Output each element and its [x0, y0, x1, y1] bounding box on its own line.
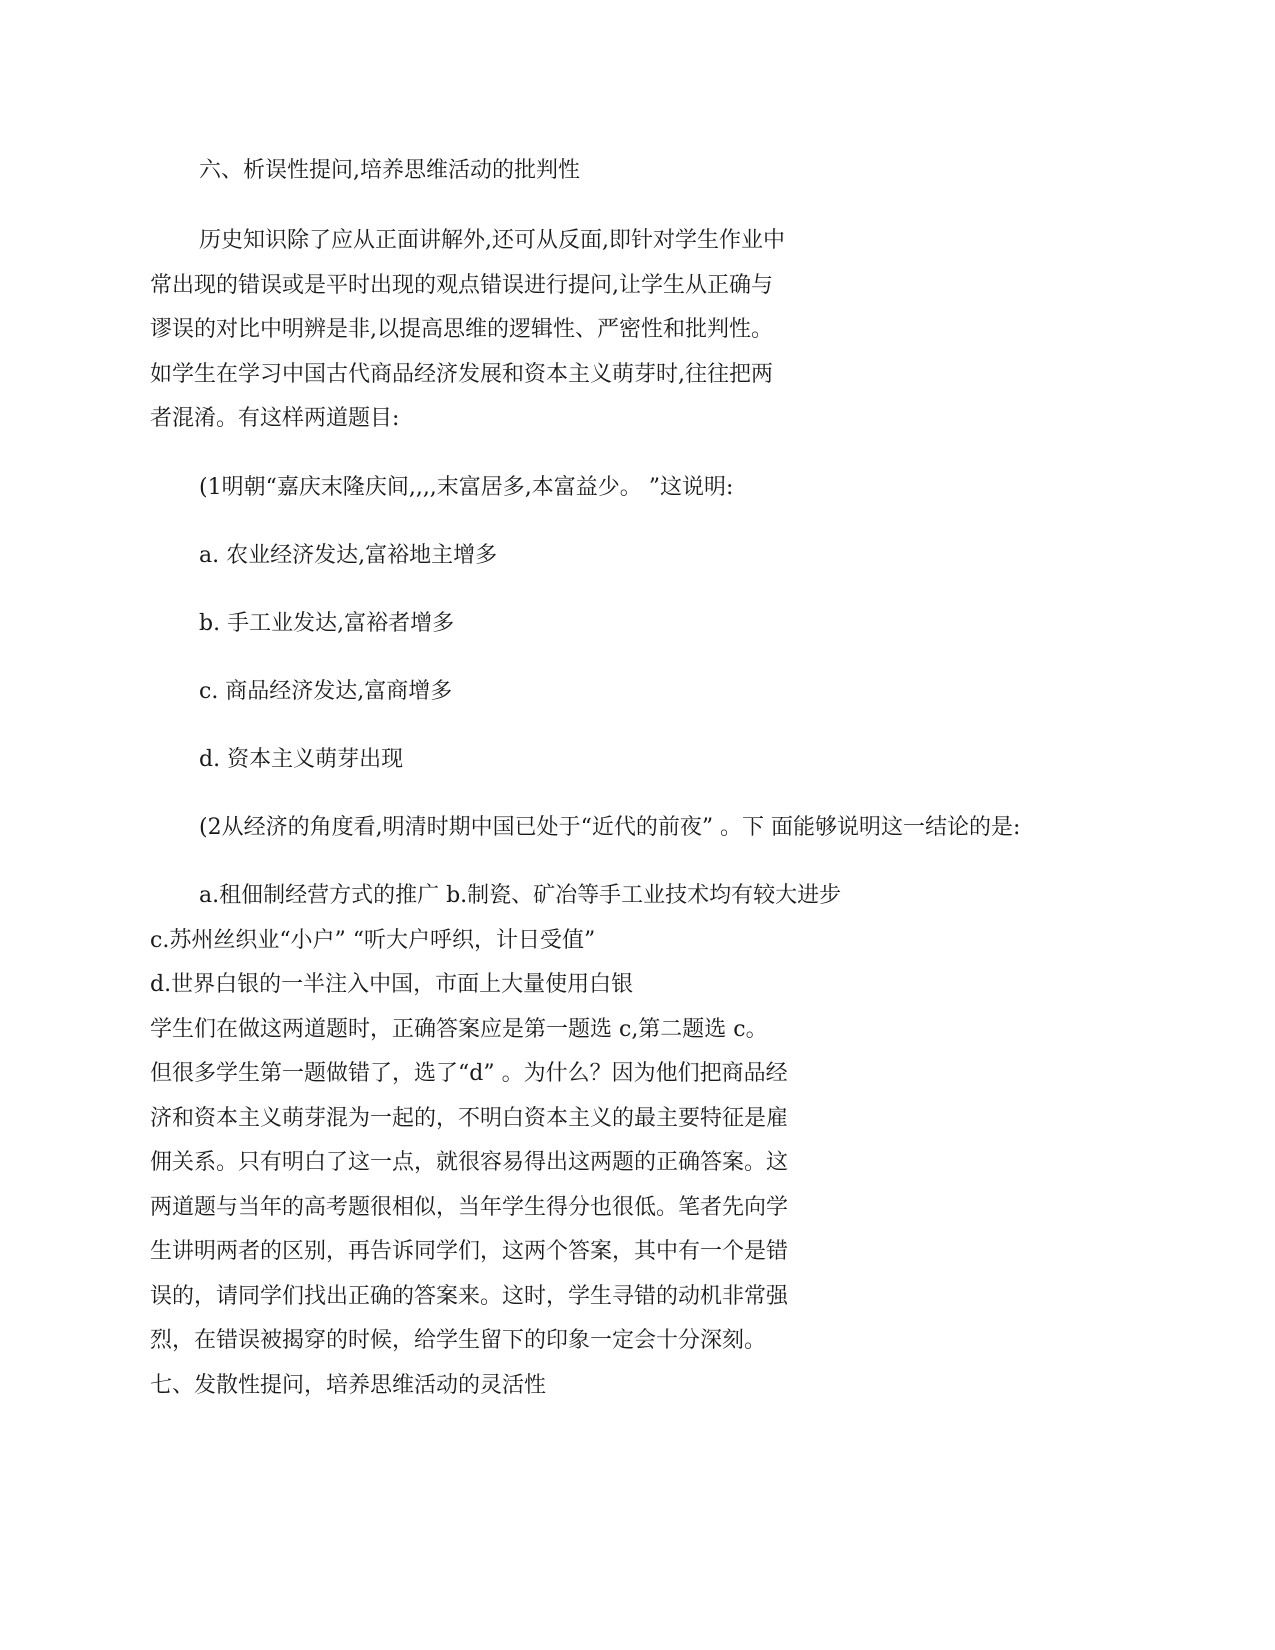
question-2-option-ab: a.租佃制经营方式的推广 b.制瓷、矿冶等手工业技术均有较大进步 [199, 883, 842, 908]
question-2-option-d: d.世界白银的一半注入中国，市面上大量使用白银 [150, 972, 634, 997]
paragraph-line: 如学生在学习中国古代商品经济发展和资本主义萌芽时,往往把两 [150, 362, 773, 387]
paragraph-line: 两道题与当年的高考题很相似，当年学生得分也很低。笔者先向学 [150, 1195, 789, 1220]
question-2-stem: (2从经济的角度看,明清时期中国已处于“近代的前夜” 。下 面能够说明这一结论的是: [199, 815, 1021, 840]
paragraph-line: 学生们在做这两道题时，正确答案应是第一题选 c,第二题选 c。 [150, 1017, 768, 1042]
paragraph-line: 常出现的错误或是平时出现的观点错误进行提问,让学生从正确与 [150, 273, 773, 298]
paragraph-line: 谬误的对比中明辨是非,以提高思维的逻辑性、严密性和批判性。 [150, 317, 773, 342]
paragraph-line: 但很多学生第一题做错了，选了“d” 。为什么？因为他们把商品经 [150, 1061, 788, 1086]
question-1-stem: (1明朝“嘉庆末隆庆间,,,,末富居多,本富益少。 ”这说明: [199, 475, 734, 500]
paragraph-line: 历史知识除了应从正面讲解外,还可从反面,即针对学生作业中 [199, 228, 785, 253]
question-1-option-b: b. 手工业发达,富裕者增多 [199, 611, 455, 636]
paragraph-line: 济和资本主义萌芽混为一起的，不明白资本主义的最主要特征是雇 [150, 1106, 789, 1131]
question-1-option-d: d. 资本主义萌芽出现 [199, 747, 404, 772]
paragraph-line: 佣关系。只有明白了这一点，就很容易得出这两题的正确答案。这 [150, 1150, 789, 1175]
question-1-option-c: c. 商品经济发达,富商增多 [199, 679, 453, 704]
paragraph-line: 生讲明两者的区别，再告诉同学们，这两个答案，其中有一个是错 [150, 1239, 789, 1264]
section-heading-7: 七、发散性提问，培养思维活动的灵活性 [150, 1373, 547, 1398]
question-2-option-c: c.苏州丝织业“小户” “听大户呼织，计日受值” [150, 928, 596, 953]
section-heading-6: 六、析误性提问,培养思维活动的批判性 [199, 158, 580, 183]
question-1-option-a: a. 农业经济发达,富裕地主增多 [199, 543, 498, 568]
paragraph-line: 者混淆。有这样两道题目: [150, 406, 400, 431]
paragraph-line: 烈，在错误被揭穿的时候，给学生留下的印象一定会十分深刻。 [150, 1328, 767, 1353]
paragraph-line: 误的，请同学们找出正确的答案来。这时，学生寻错的动机非常强 [150, 1284, 789, 1309]
